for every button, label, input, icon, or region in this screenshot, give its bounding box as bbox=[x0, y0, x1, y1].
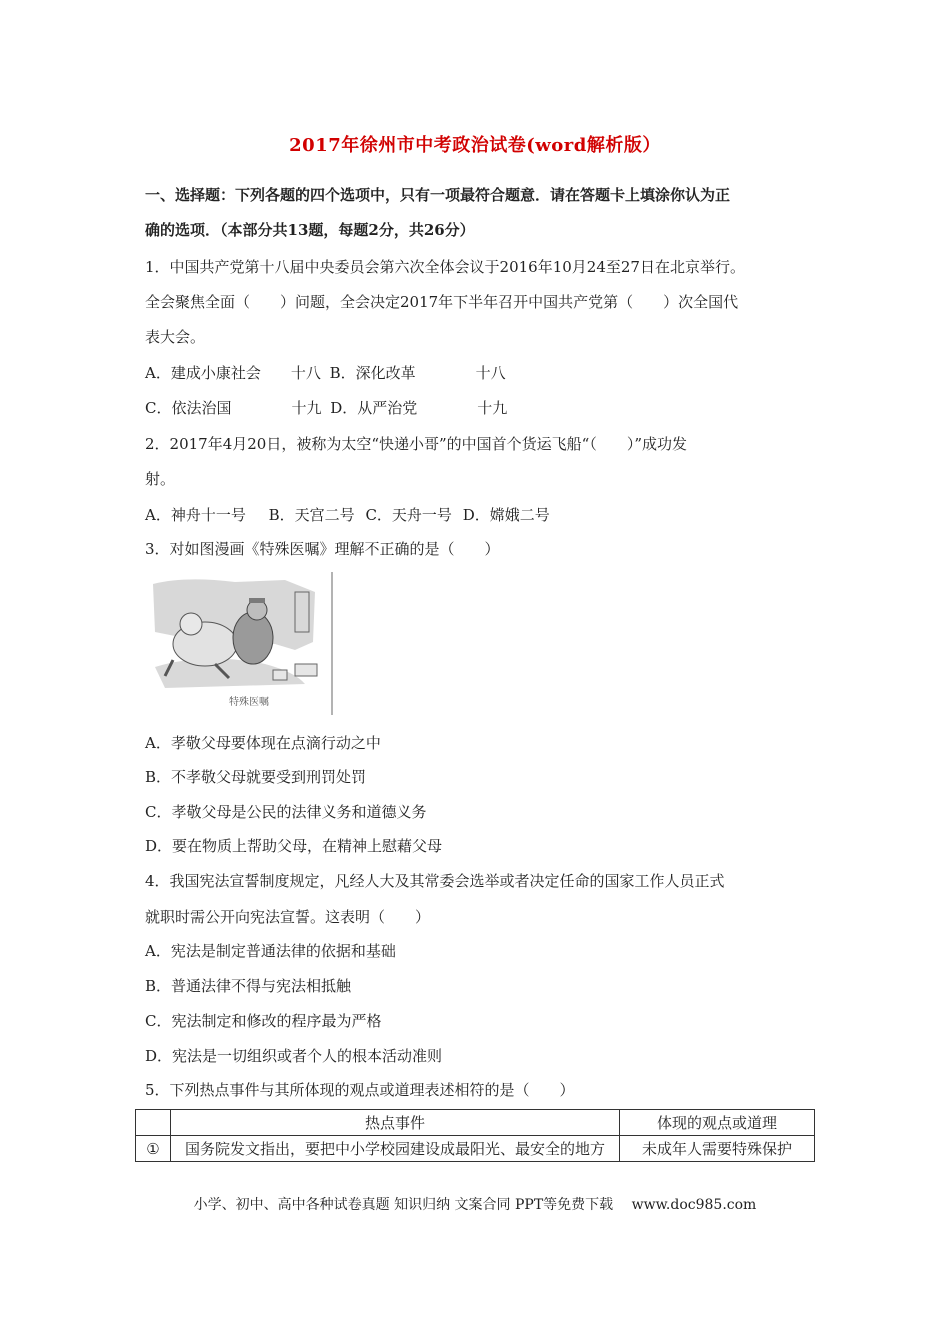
table-row bbox=[136, 1136, 815, 1162]
q2-option-a: A．神舟十一号 bbox=[145, 506, 246, 524]
q4-option-c: C．宪法制定和修改的程序最为严格 bbox=[145, 1012, 382, 1030]
table-cell: 国务院发文指出，要把中小学校园建设成最阳光、最安全的地方 bbox=[171, 1136, 620, 1162]
table-cell: ① bbox=[136, 1136, 171, 1162]
q3-option-d: D．要在物质上帮助父母，在精神上慰藉父母 bbox=[145, 837, 443, 855]
table-header-cell: 体现的观点或道理 bbox=[620, 1110, 815, 1136]
question-1-options-ab bbox=[145, 362, 506, 383]
q2-option-c: C．天舟一号 bbox=[365, 506, 452, 524]
question-2-options bbox=[145, 504, 550, 525]
question-1-line2: 全会聚焦全面（ ）问题，全会决定2017年下半年召开中国共产党第（ ）次全国代 bbox=[145, 293, 739, 311]
table-header-cell bbox=[136, 1110, 171, 1136]
cartoon-caption: 特殊医嘱 bbox=[229, 697, 269, 708]
question-1-options-cd bbox=[145, 397, 507, 418]
q1-option-a: A．建成小康社会 十八 bbox=[145, 364, 321, 382]
hot-events-table bbox=[135, 1109, 815, 1162]
cartoon-illustration bbox=[145, 572, 335, 715]
q4-option-b: B．普通法律不得与宪法相抵触 bbox=[145, 977, 352, 995]
q3-option-c: C．孝敬父母是公民的法律义务和道德义务 bbox=[145, 803, 427, 821]
question-2-line1: 2．2017年4月20日，被称为太空“快递小哥”的中国首个货运飞船“（ ）”成功发 bbox=[145, 435, 688, 453]
question-1-line3: 表大会。 bbox=[145, 328, 206, 346]
question-2-line2: 射。 bbox=[145, 470, 176, 488]
question-1-line1: 1．中国共产党第十八届中央委员会第六次全体会议于2016年10月24至27日在北京举行。 bbox=[145, 258, 745, 276]
question-4-line1: 4．我国宪法宣誓制度规定，凡经人大及其常委会选举或者决定任命的国家工作人员正式 bbox=[145, 872, 725, 890]
q3-option-b: B．不孝敬父母就要受到刑罚处罚 bbox=[145, 768, 367, 786]
question-3-line1: 3．对如图漫画《特殊医嘱》理解不正确的是（ ） bbox=[145, 540, 500, 558]
table-header-row bbox=[136, 1110, 815, 1136]
q2-option-d: D．嫦娥二号 bbox=[462, 506, 550, 524]
q4-option-d: D．宪法是一切组织或者个人的根本活动准则 bbox=[145, 1047, 443, 1065]
question-4-line2: 就职时需公开向宪法宣誓。这表明（ ） bbox=[145, 908, 431, 926]
section-instruction-line1: 一、选择题：下列各题的四个选项中，只有一项最符合题意．请在答题卡上填涂你认为正 bbox=[145, 186, 731, 204]
page-footer: 小学、初中、高中各种试卷真题 知识归纳 文案合同 PPT等免费下载 www.doc985.com bbox=[193, 1197, 757, 1213]
table-cell: 未成年人需要特殊保护 bbox=[620, 1136, 815, 1162]
page-title: 2017年徐州市中考政治试卷(word解析版） bbox=[289, 135, 661, 156]
q2-option-b: B．天宫二号 bbox=[268, 506, 355, 524]
q1-option-b: B．深化改革 十八 bbox=[329, 364, 506, 382]
question-5-line1: 5．下列热点事件与其所体现的观点或道理表述相符的是（ ） bbox=[145, 1081, 575, 1099]
q4-option-a: A．宪法是制定普通法律的依据和基础 bbox=[145, 942, 396, 960]
q1-option-c: C．依法治国 十九 bbox=[145, 399, 322, 417]
q3-option-a: A．孝敬父母要体现在点滴行动之中 bbox=[145, 734, 381, 752]
table-header-cell: 热点事件 bbox=[171, 1110, 620, 1136]
section-instruction-line2: 确的选项．（本部分共13题，每题2分，共26分） bbox=[145, 221, 475, 239]
q1-option-d: D．从严治党 十九 bbox=[330, 399, 508, 417]
